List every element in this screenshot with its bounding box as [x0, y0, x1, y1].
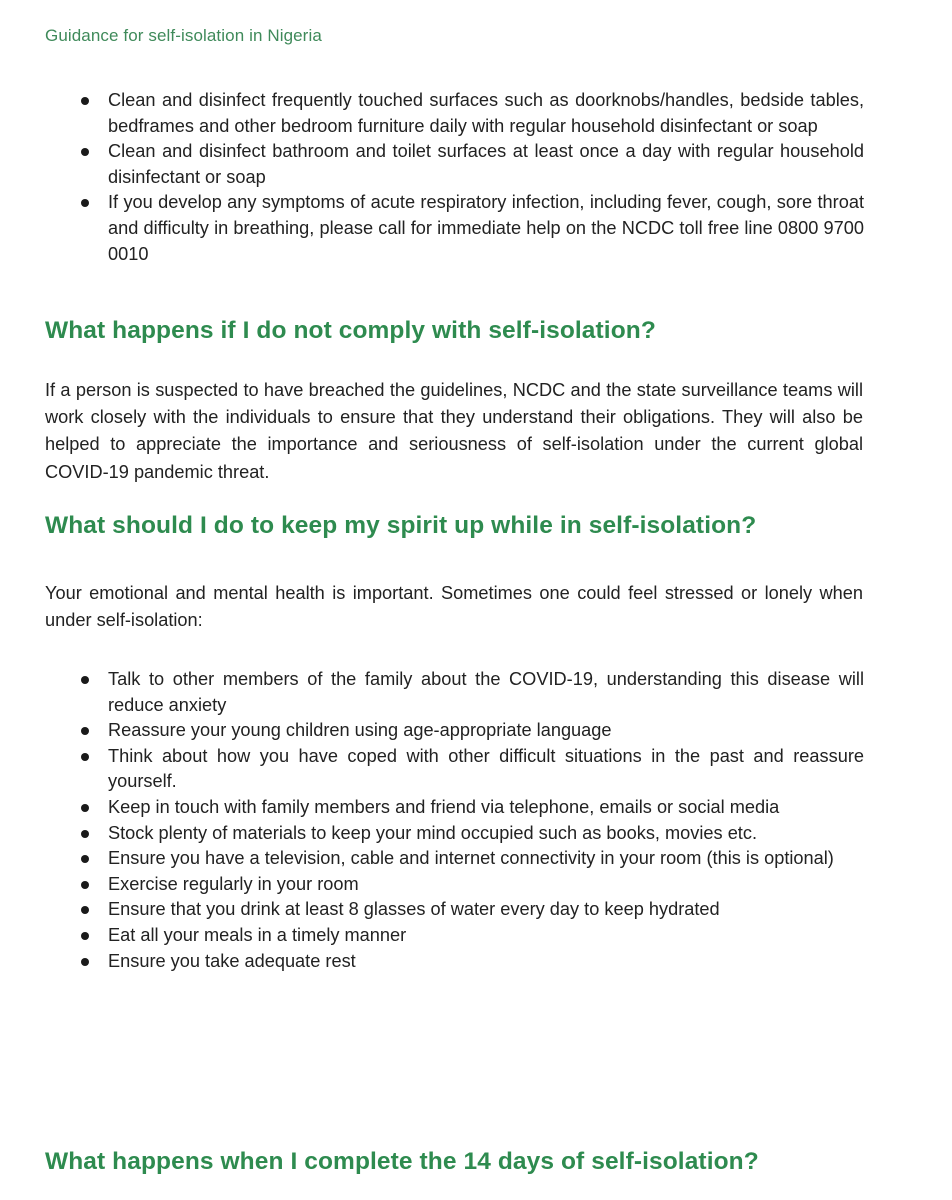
list-item [0, 88, 864, 139]
list-item [0, 897, 864, 923]
bullet-icon [81, 881, 89, 889]
section-heading-keep-spirit-up: What should I do to keep my spirit up while in self-isolation? [45, 512, 757, 539]
bullet-icon [81, 855, 89, 863]
list-item [0, 190, 864, 267]
list-item-text: Ensure that you drink at least 8 glasses of water every day to keep hydrated [108, 899, 720, 920]
wellbeing-bullet-list [0, 667, 952, 974]
section-heading-completion: What happens when I complete the 14 days of self-isolation? [45, 1148, 759, 1175]
list-item [0, 139, 864, 190]
bullet-icon [81, 830, 89, 838]
list-item-text: Ensure you have a television, cable and internet connectivity in your room (this is optional) [108, 848, 834, 869]
hygiene-bullet-list [0, 88, 952, 267]
list-item [0, 744, 864, 795]
bullet-icon [81, 906, 89, 914]
list-item-text: Reassure your young children using age-appropriate language [108, 720, 612, 741]
list-item-text: Clean and disinfect bathroom and toilet surfaces at least once a day with regular household disinfectant or soap [108, 141, 864, 187]
list-item [0, 821, 864, 847]
bullet-icon [81, 804, 89, 812]
list-item-text: Clean and disinfect frequently touched surfaces such as doorknobs/handles, bedside tables, bedframes and other bedroom furniture daily with regular household disinfectant or soap [108, 90, 864, 136]
list-item [0, 846, 864, 872]
list-item-text: Talk to other members of the family about the COVID-19, understanding this disease will reduce anxiety [108, 669, 864, 715]
bullet-icon [81, 97, 89, 105]
list-item [0, 949, 864, 975]
list-item-text: Stock plenty of materials to keep your mind occupied such as books, movies etc. [108, 822, 758, 843]
running-header: Guidance for self-isolation in Nigeria [45, 26, 322, 45]
bullet-icon [81, 932, 89, 940]
bullet-icon [81, 199, 89, 207]
bullet-icon [81, 727, 89, 735]
bullet-icon [81, 753, 89, 761]
list-item-text: If you develop any symptoms of acute respiratory infection, including fever, cough, sore throat and difficulty in breathing, please call for immediate help on the NCDC toll free line 0800 9700 0010 [108, 192, 864, 264]
list-item [0, 667, 864, 718]
list-item [0, 718, 864, 744]
list-item [0, 872, 864, 898]
noncompliance-paragraph: If a person is suspected to have breached the guidelines, NCDC and the state surveillance teams will work closely with the individuals to ensure that they understand their obligations. They will also be helped to appreciate the importance and seriousness of self-isolation under the current global COVID-19 pandemic threat. [45, 380, 863, 482]
bullet-icon [81, 148, 89, 156]
list-item [0, 795, 864, 821]
list-item-text: Ensure you take adequate rest [108, 950, 356, 971]
section-heading-noncompliance: What happens if I do not comply with self-isolation? [45, 317, 656, 344]
list-item-text: Eat all your meals in a timely manner [108, 924, 407, 945]
bullet-icon [81, 676, 89, 684]
list-item-text: Think about how you have coped with other difficult situations in the past and reassure yourself. [108, 745, 864, 792]
list-item-text: Keep in touch with family members and friend via telephone, emails or social media [108, 796, 780, 817]
list-item-text: Exercise regularly in your room [108, 873, 359, 894]
emotional-health-paragraph: Your emotional and mental health is important. Sometimes one could feel stressed or lonely when under self-isolation: [45, 583, 863, 631]
list-item [0, 923, 864, 949]
bullet-icon [81, 958, 89, 966]
